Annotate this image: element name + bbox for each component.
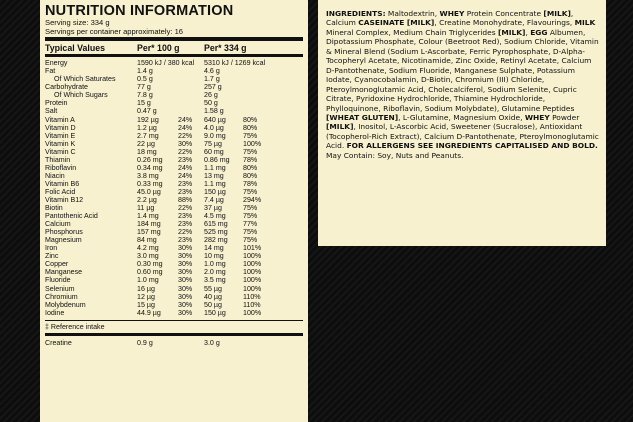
- table-row: [45, 99, 303, 107]
- table-row: [45, 124, 303, 132]
- per-100g-value: 15 µg: [137, 300, 155, 309]
- per-100g-percent: 30%: [178, 308, 193, 317]
- table-row: [45, 132, 303, 140]
- per-100g-value: 45.0 µg: [137, 187, 161, 196]
- per-100g-value: 1.2 µg: [137, 123, 157, 132]
- table-row: [45, 164, 303, 172]
- per-334g-percent: 75%: [243, 147, 258, 156]
- per-334g-value: 7.4 µg: [204, 196, 224, 204]
- nutrient-name: Magnesium: [45, 236, 82, 245]
- per-100g-percent: 30%: [178, 268, 193, 277]
- per-100g-percent: 30%: [178, 276, 193, 285]
- allergen-bold-text: [MILK]: [543, 9, 571, 18]
- per-100g-value: 2.7 mg: [137, 131, 159, 140]
- nutrient-name: Vitamin E: [45, 131, 76, 140]
- per-100g-value: 0.26 mg: [137, 155, 163, 164]
- table-row: [45, 268, 303, 276]
- allergen-bold-text: FOR ALLERGENS SEE INGREDIENTS CAPITALISED AND BOLD.: [346, 141, 598, 151]
- per-334g-value: 40 µg: [204, 292, 222, 301]
- table-row: [45, 204, 303, 212]
- ingredients-panel: [318, 0, 606, 246]
- table-row: [45, 107, 303, 115]
- ingredient-text: , Creatine Monohydrate, Flavourings,: [434, 18, 575, 28]
- nutrient-name: Vitamin K: [45, 139, 76, 148]
- nutrient-name: Vitamin C: [45, 147, 76, 156]
- per-334g-value: 282 mg: [204, 236, 228, 245]
- table-row: [45, 212, 303, 220]
- nutrient-name: Vitamin A: [45, 115, 75, 124]
- ingredient-text: Maltodextrin,: [385, 9, 440, 18]
- per-334g-percent: 110%: [243, 292, 261, 301]
- per-334g-percent: 78%: [243, 155, 258, 164]
- nutrient-name: Zinc: [45, 252, 59, 261]
- per-334g-percent: 80%: [243, 123, 258, 132]
- nutrient-name: Vitamin D: [45, 123, 76, 132]
- per-100g-value: 16 µg: [137, 284, 155, 293]
- per-334g-value: 525 mg: [204, 228, 228, 237]
- per-334g-value: 75 µg: [204, 139, 222, 148]
- allergen-bold-text: [WHEAT GLUTEN]: [326, 112, 399, 122]
- table-row: [45, 148, 303, 156]
- per-334g-value: 1.1 mg: [204, 179, 226, 188]
- per-100g-percent: 22%: [178, 131, 193, 140]
- per-334g-percent: 80%: [243, 163, 258, 172]
- per-100g-value: 3.8 mg: [137, 171, 159, 180]
- ingredient-text: Mineral Complex, Medium Chain Triglycerides: [326, 27, 498, 37]
- per-334g-value: 13 mg: [204, 171, 224, 180]
- per-334g-value: 50 g: [204, 99, 218, 108]
- nutrient-name: Phosphorus: [45, 228, 83, 237]
- per-334g-value: 26 g: [204, 91, 218, 100]
- per-334g-percent: 100%: [243, 284, 262, 293]
- table-header: [45, 41, 303, 54]
- creatine-per-334g: 3.0 g: [204, 338, 220, 347]
- per-100g-value: 12 µg: [137, 292, 155, 301]
- table-row: [45, 276, 303, 284]
- ingredient-text: , Inositol, L-Ascorbic Acid, Sweetener (Sucralose), Antioxidant (Tocopherol-Rich Extract), Calcium D-Pantothenate, Pteroylmonoglutamic Acid.: [326, 122, 599, 151]
- table-row: [45, 220, 303, 228]
- nutrient-name: Selenium: [45, 284, 75, 293]
- nutrient-name: Of Which Sugars: [54, 91, 108, 100]
- per-334g-value: 0.86 mg: [204, 155, 230, 164]
- ingredient-text: Albumen, Dipotassium Phosphate, Colour (Beetroot Red), Sodium Chloride, Vitamin & Mineral Blend (Sodium L-Ascorbate, Ferric Pyrophosphate, D-Alpha-Tocopheryl Acetate, Nicotinamide, Zinc Oxide, Retinyl Acetate, Calcium D-Pantothenate, Sodium Fluoride, Manganese Sulphate, Potassium Iodate, Cyanocobalamin, D-Biotin, Chromium (III) Chloride, Pteroylmonoglutamic Acid, Cholecalciferol, Sodium Selenite, Cupric Citrate, Pyridoxine Hydrochloride, Thiamine Hydrochloride, Phylloquinone, Riboflavin, Sodium Molybdate), Glutamine Peptides: [326, 27, 599, 113]
- per-334g-percent: 75%: [243, 228, 258, 237]
- per-100g-percent: 30%: [178, 260, 193, 269]
- per-100g-percent: 23%: [178, 236, 193, 245]
- ingredient-text: ,: [525, 27, 531, 37]
- per-100g-percent: 23%: [178, 187, 193, 196]
- per-334g-value: 50 µg: [204, 300, 222, 309]
- table-row: [45, 140, 303, 148]
- nutrient-name: Folic Acid: [45, 187, 76, 196]
- per-100g-value: 0.33 mg: [137, 179, 163, 188]
- per-334g-value: 640 µg: [204, 115, 226, 124]
- per-334g-value: 37 µg: [204, 204, 222, 213]
- table-row: [45, 309, 303, 317]
- allergen-bold-text: EGG: [530, 27, 548, 37]
- nutrient-name: Niacin: [45, 171, 65, 180]
- table-row: [45, 285, 303, 293]
- per-334g-value: 4.0 µg: [204, 123, 224, 132]
- nutrient-name: Protein: [45, 99, 68, 108]
- per-100g-value: 0.30 mg: [137, 260, 163, 269]
- per-100g-value: 84 mg: [137, 236, 157, 245]
- nutrient-name: Pantothenic Acid: [45, 212, 98, 221]
- per-334g-percent: 100%: [243, 308, 262, 317]
- per-100g-value: 157 mg: [137, 228, 161, 237]
- table-row: [45, 67, 303, 75]
- per-100g-percent: 23%: [178, 155, 193, 164]
- per-100g-percent: 30%: [178, 284, 193, 293]
- nutrition-rows: [45, 57, 303, 317]
- nutrition-title: NUTRITION INFORMATION: [45, 3, 234, 19]
- creatine-row: [45, 336, 303, 350]
- serving-size: Serving size: 334 g: [45, 18, 110, 27]
- per-334g-value: 9.0 mg: [204, 131, 226, 140]
- per-334g-value: 10 mg: [204, 252, 224, 261]
- allergen-bold-text: CASEINATE [MILK]: [358, 18, 435, 28]
- nutrition-information-panel: [40, 0, 308, 422]
- table-row: [45, 196, 303, 204]
- per-100g-value: 22 µg: [137, 139, 155, 148]
- per-334g-value: 4.6 g: [204, 67, 220, 76]
- per-100g-percent: 30%: [178, 244, 193, 253]
- table-row: [45, 75, 303, 83]
- ingredient-text: Protein Concentrate: [464, 9, 544, 18]
- per-100g-value: 18 mg: [137, 147, 157, 156]
- ingredient-text: Powder: [549, 112, 580, 122]
- per-334g-value: 1.1 mg: [204, 163, 226, 172]
- nutrient-name: Chromium: [45, 292, 78, 301]
- per-100g-value: 1.0 mg: [137, 276, 159, 285]
- per-100g-value: 0.34 mg: [137, 163, 163, 172]
- table-row: [45, 260, 303, 268]
- ingredients-text: [326, 9, 599, 160]
- creatine-name: Creatine: [45, 338, 72, 347]
- table-row: [45, 91, 303, 99]
- per-100g-value: 3.0 mg: [137, 252, 159, 261]
- per-334g-value: 1.7 g: [204, 75, 220, 84]
- nutrient-name: Biotin: [45, 204, 63, 213]
- per-334g-value: 5310 kJ / 1269 kcal: [204, 59, 266, 68]
- per-100g-value: 184 mg: [137, 220, 161, 229]
- per-334g-value: 615 mg: [204, 220, 228, 229]
- allergen-bold-text: WHEY: [524, 112, 550, 122]
- nutrient-name: Iodine: [45, 308, 65, 317]
- nutrient-name: Vitamin B6: [45, 179, 80, 188]
- per-334g-percent: 75%: [243, 131, 258, 140]
- per-100g-value: 1.4 mg: [137, 212, 159, 221]
- per-100g-percent: 22%: [178, 147, 193, 156]
- per-334g-percent: 80%: [243, 115, 258, 124]
- per-100g-value: 1.4 g: [137, 67, 153, 76]
- per-100g-value: 11 µg: [137, 204, 155, 213]
- allergen-bold-text: INGREDIENTS:: [326, 9, 386, 18]
- allergen-bold-text: [MILK]: [326, 122, 354, 132]
- per-100g-percent: 24%: [178, 115, 193, 124]
- nutrient-name: Iron: [45, 244, 58, 253]
- per-334g-value: 60 mg: [204, 147, 224, 156]
- table-row: [45, 83, 303, 91]
- header-per-334g: Per* 334 g: [204, 42, 247, 53]
- per-100g-percent: 24%: [178, 163, 193, 172]
- per-100g-value: 4.2 mg: [137, 244, 159, 253]
- nutrient-name: Copper: [45, 260, 69, 269]
- per-334g-percent: 100%: [243, 268, 262, 277]
- per-334g-percent: 101%: [243, 244, 262, 253]
- per-100g-value: 192 µg: [137, 115, 159, 124]
- per-100g-percent: 23%: [178, 179, 193, 188]
- per-100g-value: 77 g: [137, 83, 151, 92]
- table-row: [45, 293, 303, 301]
- per-100g-percent: 30%: [178, 300, 193, 309]
- table-row: [45, 156, 303, 164]
- per-100g-value: 7.8 g: [137, 91, 153, 100]
- table-row: [45, 236, 303, 244]
- servings-per-container: Servings per container approximately: 16: [45, 26, 184, 36]
- nutrient-name: Calcium: [45, 220, 71, 229]
- per-334g-value: 55 µg: [204, 284, 222, 293]
- nutrient-name: Vitamin B12: [45, 196, 84, 204]
- ingredient-text: , L-Glutamine, Magnesium Oxide,: [398, 112, 525, 122]
- per-100g-percent: 30%: [178, 252, 193, 261]
- per-100g-percent: 24%: [178, 171, 193, 180]
- per-334g-value: 257 g: [204, 83, 222, 92]
- per-100g-percent: 24%: [178, 123, 193, 132]
- nutrient-name: Of Which Saturates: [54, 75, 116, 84]
- allergen-bold-text: MILK: [574, 18, 596, 28]
- per-334g-value: 1.0 mg: [204, 260, 226, 269]
- table-row: [45, 172, 303, 180]
- table-row: [45, 228, 303, 236]
- per-100g-percent: 23%: [178, 220, 193, 229]
- nutrient-name: Salt: [45, 107, 58, 116]
- header-per-100g: Per* 100 g: [137, 42, 180, 53]
- per-334g-value: 4.5 mg: [204, 212, 226, 221]
- per-334g-percent: 75%: [243, 187, 258, 196]
- per-100g-value: 0.5 g: [137, 75, 153, 84]
- nutrient-name: Manganese: [45, 268, 83, 277]
- per-100g-value: 1590 kJ / 380 kcal: [137, 59, 195, 68]
- ingredient-text: , Calcium: [326, 9, 574, 28]
- nutrient-name: Molybdenum: [45, 300, 86, 309]
- table-row: [45, 116, 303, 124]
- table-row: [45, 180, 303, 188]
- nutrient-name: Riboflavin: [45, 163, 77, 172]
- per-334g-percent: 75%: [243, 236, 258, 245]
- per-100g-percent: 30%: [178, 139, 193, 148]
- allergen-bold-text: WHEY: [439, 9, 465, 18]
- per-334g-percent: 294%: [243, 196, 262, 204]
- reference-intake-note: ‡ Reference intake: [45, 322, 105, 331]
- per-100g-percent: 30%: [178, 292, 193, 301]
- header-typical-values: Typical Values: [45, 42, 105, 53]
- per-100g-value: 44.9 µg: [137, 308, 161, 317]
- nutrient-name: Thiamin: [45, 155, 71, 164]
- per-334g-percent: 110%: [243, 300, 261, 309]
- creatine-per-100g: 0.9 g: [137, 338, 153, 347]
- per-100g-percent: 22%: [178, 228, 193, 237]
- table-row: [45, 244, 303, 252]
- per-100g-percent: 22%: [178, 204, 193, 213]
- per-334g-percent: 80%: [243, 171, 258, 180]
- per-100g-value: 2.2 µg: [137, 196, 157, 204]
- table-row: [45, 301, 303, 309]
- nutrient-name: Fluoride: [45, 276, 71, 285]
- table-row: [45, 59, 303, 67]
- per-334g-percent: 77%: [243, 220, 258, 229]
- per-334g-percent: 100%: [243, 276, 262, 285]
- nutrient-name: Energy: [45, 59, 68, 68]
- per-334g-percent: 100%: [243, 139, 262, 148]
- per-334g-value: 150 µg: [204, 187, 226, 196]
- table-row: [45, 188, 303, 196]
- per-334g-value: 2.0 mg: [204, 268, 226, 277]
- per-334g-percent: 100%: [243, 260, 262, 269]
- per-334g-percent: 75%: [243, 204, 258, 213]
- per-334g-value: 1.58 g: [204, 107, 224, 116]
- per-334g-value: 150 µg: [204, 308, 226, 317]
- per-334g-percent: 75%: [243, 212, 258, 221]
- per-100g-percent: 88%: [178, 196, 193, 204]
- per-334g-value: 14 mg: [204, 244, 224, 253]
- per-100g-value: 0.47 g: [137, 107, 157, 116]
- per-100g-value: 0.60 mg: [137, 268, 163, 277]
- per-334g-percent: 100%: [243, 252, 262, 261]
- allergen-bold-text: [MILK]: [497, 27, 526, 37]
- ingredient-text: May Contain: Soy, Nuts and Peanuts.: [326, 150, 464, 160]
- per-100g-percent: 23%: [178, 212, 193, 221]
- per-334g-percent: 78%: [243, 179, 258, 188]
- table-row: [45, 252, 303, 260]
- per-100g-value: 15 g: [137, 99, 151, 108]
- nutrient-name: Fat: [45, 67, 56, 76]
- per-334g-value: 3.5 mg: [204, 276, 226, 285]
- nutrient-name: Carbohydrate: [45, 83, 88, 92]
